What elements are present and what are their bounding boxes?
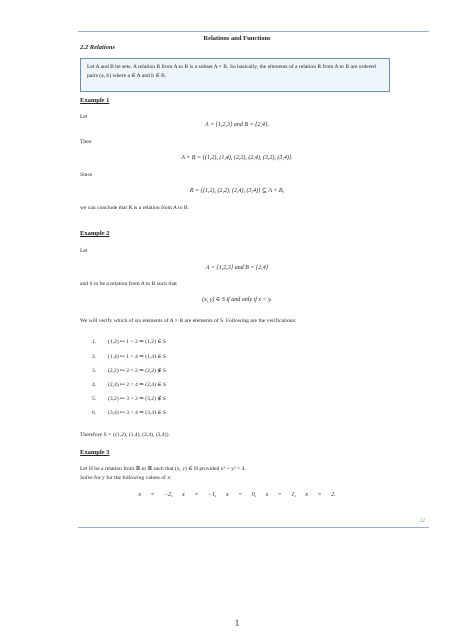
list-item: 3. (2,2) ↦ 2 = 2 ⇒ (2,2) ∉ S [92,368,166,374]
page-header-title: Relations and Functions [203,35,271,42]
example-1-title: Example 1 [80,97,110,104]
list-item: 2. (1,4) ↦ 1 < 4 ⇒ (1,4) ∈ S [92,354,166,360]
example-2-title: Example 2 [80,230,110,237]
list-item: 6. (3,4) ↦ 3 < 4 ⇒ (3,4) ∈ S [92,410,166,416]
example-2-intro: and S to be a relation from A to B such that [80,281,177,287]
example-3-x-values: x = −2, x = −1, x = 0, x = 1, x = 2. [138,492,336,498]
example-1-conclusion: we can conclude that R is a relation from A to B. [80,205,190,211]
example-2-sets: A = {1,2,3} and B = {2,4} [205,265,269,271]
example-1-then: Then [80,139,92,145]
list-item: 1. (1,2) ↦ 1 < 2 ⇒ (1,2) ∈ S [92,339,166,345]
example-3-line-1: Let H be a relation from ℝ to ℝ such that (x, y) ∈ H provided x² + y² = 4. [80,466,246,472]
example-2-verify: We will verify which of six elements of A × B are elements of S. Following are the verifications: [80,318,297,324]
footer-rule [78,527,429,528]
definition-text: Let A and B be sets. A relation R from A to B is a subset A × B. So basically, the elements of a relation R from A to B are ordered pairs (a, b) where a ∈ A and b ∈ B. [87,64,376,79]
example-3-line-2: Solve for y for the following values of x: [80,475,172,481]
example-3-title: Example 3 [80,449,110,456]
example-2-let: Let [80,248,88,254]
example-1-relation: R = {(1,2), (2,2), (2,4), (3,4)} ⊆ A × B, [189,188,285,194]
section-heading: 2.2 Relations [80,44,116,51]
page-number: 1 [234,618,240,628]
list-item: 4. (2,4) ↦ 2 < 4 ⇒ (2,4) ∈ S [92,382,166,388]
header-rule [78,31,429,32]
example-2-condition: (x, y) ∈ S if and only if x < y. [202,297,272,303]
section-page-number: 22 [419,518,425,524]
example-1-product: A × B = {(1,2), (1,4), (2,2), (2,4), (3,2), (3,4)}. [181,155,293,161]
example-2-therefore: Therefore S = {(1,2), (1,4), (2,4), (3,4)}. [80,432,171,438]
list-item: 5. (3,2) ↦ 3 > 2 ⇒ (3,2) ∉ S [92,396,166,402]
example-1-sets: A = {1,2,3} and B = {2,4}. [205,122,269,128]
example-1-since: Since [80,172,93,178]
definition-box [80,58,390,92]
example-1-let: Let [80,114,88,120]
